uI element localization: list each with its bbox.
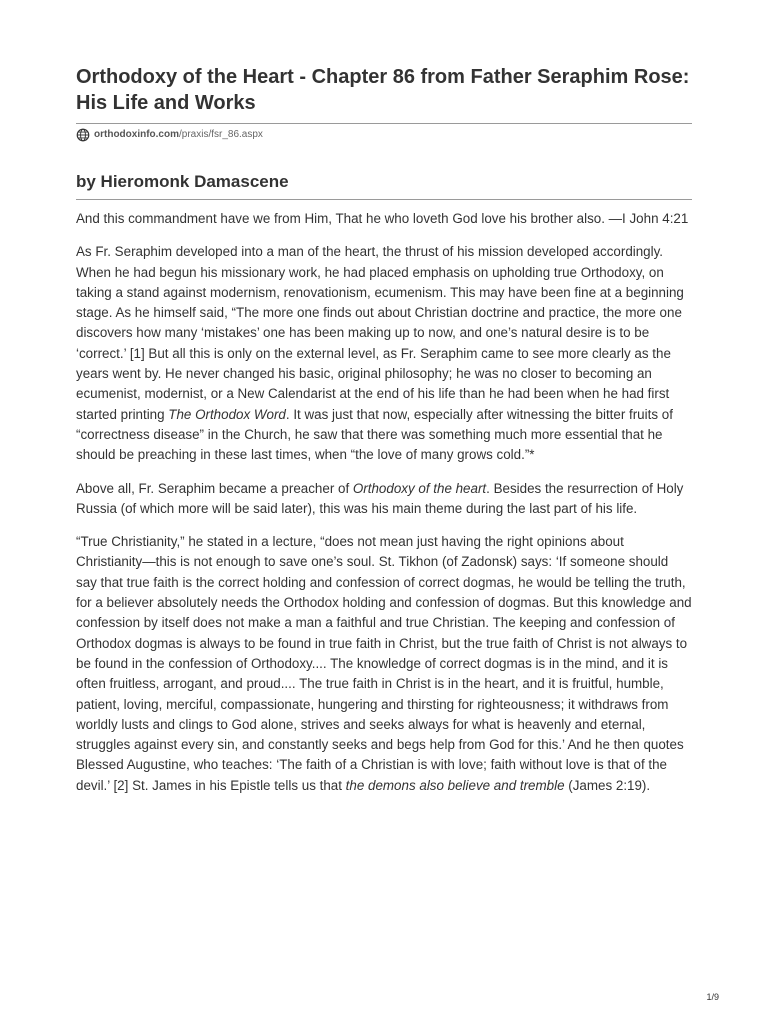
body-paragraph: “True Christianity,” he stated in a lecture, “does not mean just having the right opinions about Christianity—this is not enough to save one’s soul. St. Tikhon (of Zadonsk) says: ‘If someone should say that true faith is the correct holding and confession of correct dogmas, he would be telling the truth, for a believer absolutely needs the Orthodox holding and confession of dogmas. But this knowledge and confession by itself does not make a man a faithful and true Christian. The keeping and confession of Orthodox dogmas is always to be found in true faith in Christ, but the true faith of Christ is not always to be found in the confession of Orthodoxy.... The knowledge of correct dogmas is in the mind, and it is often fruitless, arrogant, and proud.... The true faith in Christ is in the heart, and it is fruitful, humble, patient, loving, merciful, compassionate, hungering and thirsting for righteousness; it withdraws from worldly lusts and clings to God alone, strives and seeks always for what is heavenly and eternal, struggles against every sin, and constantly seeks and begs help from God for this.’ And he then quotes Blessed Augustine, who teaches: ‘The faith of a Christian is with love; faith without love is that of the devil.’ [2] St. James in his Epistle tells us that the demons also believe and tremble (James 2:19). — [76, 534, 692, 793]
body-paragraph: As Fr. Seraphim developed into a man of the heart, the thrust of his mission developed accordingly. When he had begun his missionary work, he had placed emphasis on upholding true Orthodoxy, on taking a stand against modernism, renovationism, ecumenism. This may have been fine at a beginning stage. As he himself said, “The more one finds out about Christian doctrine and practice, the more one discovers how many ‘mistakes’ one has been making up to now, and one’s natural desire is to be ‘correct.’ [1] But all this is only on the external level, as Fr. Seraphim came to see more clearly as the years went by. He never changed his basic, original philosophy; he was no closer to becoming an ecumenist, modernist, or a New Calendarist at the end of his life than he had been when he had first started printing The Orthodox Word. It was just that now, especially after witnessing the bitter fruits of “correctness disease” in the Church, he saw that there was something much more essential that he should be preaching in these last times, when “the love of many grows cold.”* — [76, 244, 684, 463]
title-divider — [76, 123, 692, 124]
italic-phrase: Orthodoxy of the heart — [352, 480, 487, 496]
source-path[interactable]: /praxis/fsr_86.aspx — [179, 129, 263, 140]
author-byline: by Hieromonk Damascene — [76, 172, 289, 191]
document-page — [76, 64, 692, 809]
body-paragraph: Above all, Fr. Seraphim became a preacher of Orthodoxy of the heart. Besides the resurrection of Holy Russia (of which more will be said later), this was his main theme during the last part of his life. — [76, 480, 684, 516]
epigraph-paragraph: And this commandment have we from Him, That he who loveth God love his brother also. —I John 4:21 — [76, 211, 689, 226]
italic-title: The Orthodox Word — [168, 406, 286, 422]
article-body — [76, 209, 692, 796]
globe-icon — [76, 128, 90, 142]
source-domain[interactable]: orthodoxinfo.com — [94, 129, 179, 140]
document-title: Orthodoxy of the Heart - Chapter 86 from Father Seraphim Rose: His Life and Works — [76, 66, 690, 114]
page-number: 1/9 — [706, 992, 719, 1002]
source-line — [76, 128, 692, 142]
byline-divider — [76, 199, 692, 200]
italic-quote: the demons also believe and tremble — [345, 777, 565, 793]
